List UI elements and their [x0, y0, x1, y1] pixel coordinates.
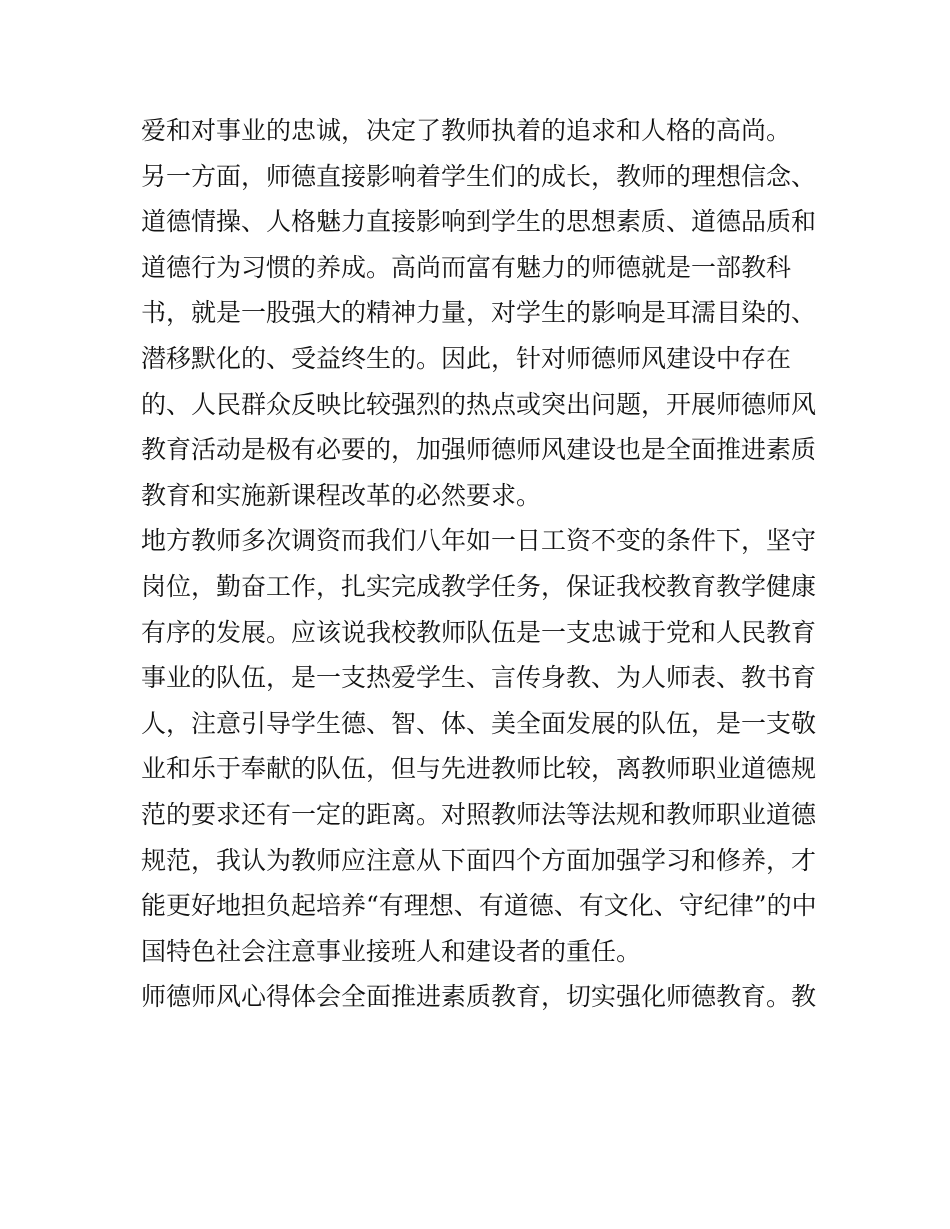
text-line: 道德行为习惯的养成。高尚而富有魅力的师德就是一部教科 [141, 252, 792, 282]
text-line: 岗位，勤奋工作，扎实完成教学任务，保证我校教育教学健康 [141, 571, 817, 601]
text-line: 爱和对事业的忠诚，决定了教师执着的追求和人格的高尚。 [141, 116, 792, 145]
text-line: 书，就是一股强大的精神力量，对学生的影响是耳濡目染的、 [141, 298, 817, 328]
text-line: 能更好地担负起培养“有理想、有道德、有文化、守纪律”的中 [141, 891, 817, 921]
text-line: 潜移默化的、受益终生的。因此，针对师德师风建设中存在 [141, 343, 792, 373]
text-line: 范的要求还有一定的距离。对照教师法等法规和教师职业道德 [141, 799, 817, 829]
text-line: 事业的队伍，是一支热爱学生、言传身教、为人师表、教书育 [141, 663, 817, 693]
text-line: 地方教师多次调资而我们八年如一日工资不变的条件下，坚守 [141, 526, 817, 556]
text-line: 业和乐于奉献的队伍，但与先进教师比较，离教师职业道德规 [141, 754, 817, 784]
text-line: 规范，我认为教师应注意从下面四个方面加强学习和修养，才 [141, 845, 817, 875]
text-line: 人，注意引导学生德、智、体、美全面发展的队伍，是一支敬 [141, 708, 817, 738]
text-line: 另一方面，师德直接影响着学生们的成长，教师的理想信念、 [141, 161, 817, 191]
text-line: 国特色社会注意事业接班人和建设者的重任。 [141, 936, 642, 966]
text-line: 有序的发展。应该说我校教师队伍是一支忠诚于党和人民教育 [141, 617, 817, 647]
text-line: 的、人民群众反映比较强烈的热点或突出问题，开展师德师风 [141, 389, 817, 419]
text-line: 教育活动是极有必要的，加强师德师风建设也是全面推进素质 [141, 435, 817, 465]
text-line: 教育和实施新课程改革的必然要求。 [141, 480, 542, 510]
text-line: 道德情操、人格魅力直接影响到学生的思想素质、道德品质和 [141, 207, 817, 237]
text-line: 师德师风心得体会全面推进素质教育，切实强化师德教育。教 [141, 982, 817, 1012]
body-text [141, 108, 821, 1020]
